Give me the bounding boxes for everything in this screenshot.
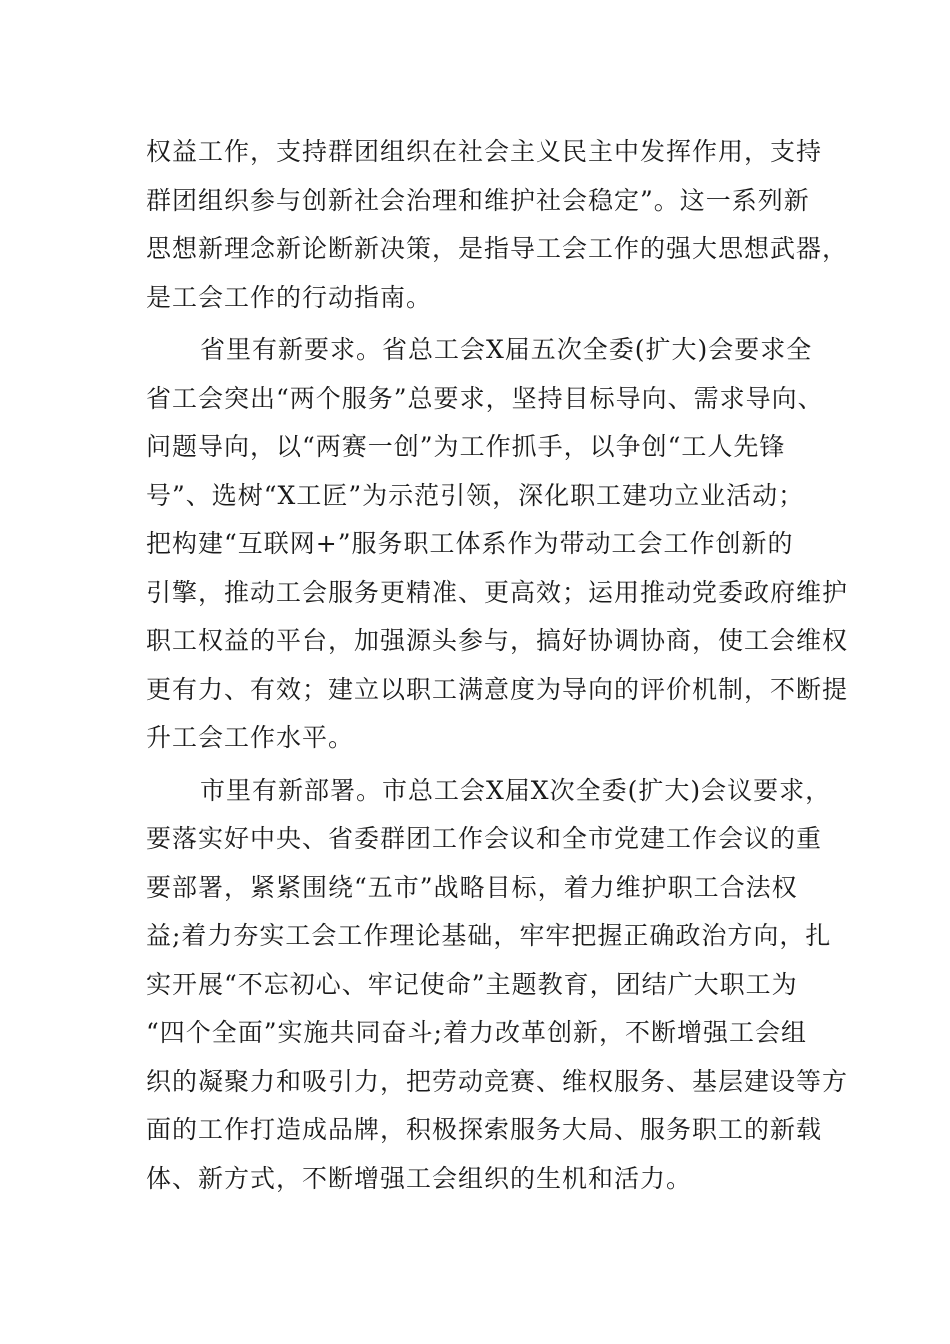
text-line: 把构建“互联网+”服务职工体系作为带动工会工作创新的: [146, 529, 794, 558]
text-line: 织的凝聚力和吸引力，把劳动竞赛、维权服务、基层建设等方: [146, 1066, 849, 1096]
text-line: 省里有新要求。省总工会Ⅹ届五次全委(扩大)会要求全: [200, 335, 813, 364]
text-line: 权益工作，支持群团组织在社会主义民主中发挥作用，支持: [146, 137, 823, 166]
text-line: 升工会工作水平。: [146, 723, 355, 752]
text-line: 职工权益的平台，加强源头参与，搞好协调协商，使工会维权: [146, 626, 849, 655]
paragraph-3: [146, 767, 849, 1204]
text-line: 市里有新部署。市总工会Ⅹ届Ⅹ次全委(扩大)会议要求，: [200, 775, 832, 805]
text-line: 体、新方式，不断增强工会组织的生机和活力。: [146, 1163, 693, 1193]
text-line: 要落实好中央、省委群团工作会议和全市党建工作会议的重: [146, 824, 823, 853]
text-line: 是工会工作的行动指南。: [146, 282, 433, 312]
document-body: [146, 128, 849, 1203]
text-line: 引擎，推动工会服务更精准、更高效；运用推动党委政府维护: [146, 577, 849, 607]
text-line: 问题导向，以“两赛一创”为工作抓手，以争创“工人先锋: [146, 432, 786, 461]
text-line: 群团组织参与创新社会治理和维护社会稳定”。这一系列新: [146, 185, 810, 215]
text-line: 更有力、有效；建立以职工满意度为导向的评价机制，不断提: [146, 674, 849, 704]
paragraph-2: [146, 326, 849, 763]
text-line: 实开展“不忘初心、牢记使命”主题教育，团结广大职工为: [146, 969, 798, 999]
text-line: 要部署，紧紧围绕“五市”战略目标，着力维护职工合法权: [146, 872, 798, 902]
text-line: 思想新理念新论断新决策，是指导工会工作的强大思想武器，: [146, 234, 849, 263]
text-line: 号”、选树“Ⅹ工匠”为示范引领，深化职工建功立业活动；: [146, 480, 805, 510]
text-line: 面的工作打造成品牌，积极探索服务大局、服务职工的新载: [146, 1115, 823, 1144]
text-line: 益;着力夯实工会工作理论基础，牢牢把握正确政治方向，扎: [146, 921, 832, 950]
text-line: “四个全面”实施共同奋斗;着力改革创新，不断增强工会组: [146, 1018, 807, 1047]
paragraph-1: [146, 128, 849, 322]
text-line: 省工会突出“两个服务”总要求，坚持目标导向、需求导向、: [146, 383, 824, 413]
